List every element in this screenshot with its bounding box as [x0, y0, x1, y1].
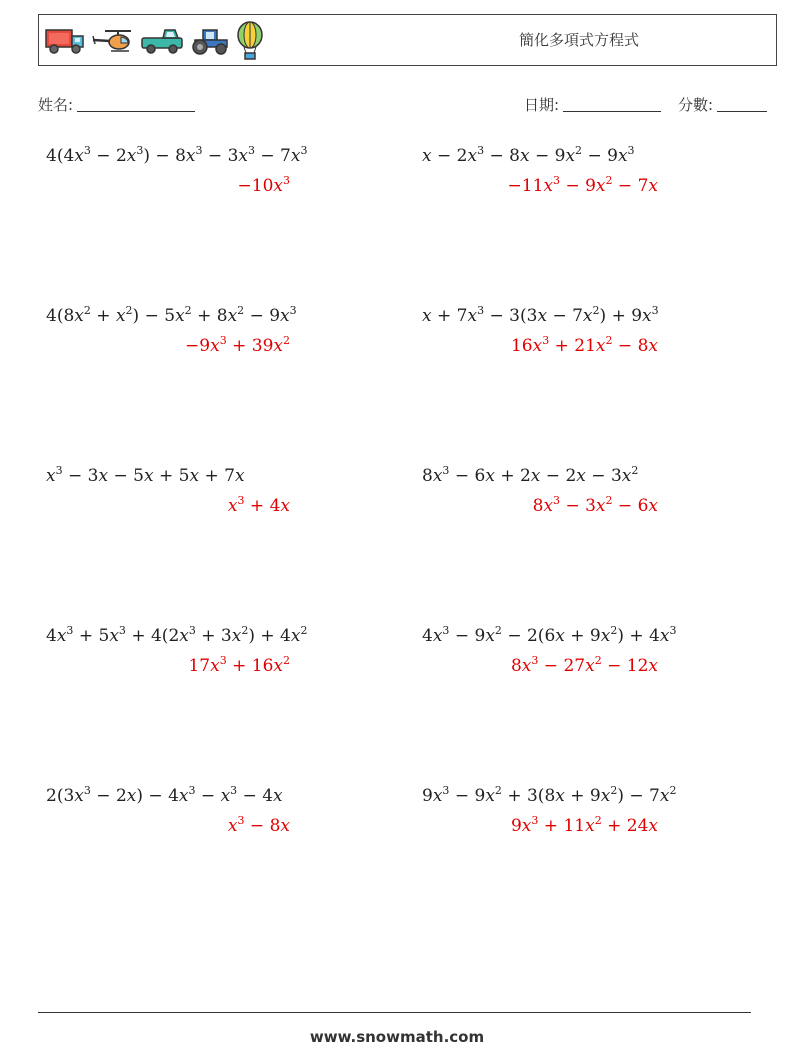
problem-question: $x - 2x^3 - 8x - 9x^2 - 9x^3$: [422, 144, 635, 166]
truck-icon: [45, 27, 85, 55]
score-label: 分數:: [678, 96, 714, 114]
problem-question: $x + 7x^3 - 3(3x - 7x^2) + 9x^3$: [422, 304, 659, 326]
date-field: [524, 94, 661, 115]
problem-answer: $16x^3 + 21x^2 - 8x$: [510, 334, 658, 356]
name-label: 姓名:: [38, 96, 74, 114]
date-blank[interactable]: [563, 97, 661, 112]
problem-answer: $-9x^3 + 39x^2$: [185, 334, 290, 356]
problem-question: $8x^3 - 6x + 2x - 2x - 3x^2$: [422, 464, 639, 486]
score-field: [678, 94, 767, 115]
worksheet-title: 簡化多項式方程式: [519, 31, 640, 49]
problem-question: $4x^3 - 9x^2 - 2(6x + 9x^2) + 4x^3$: [422, 624, 677, 646]
problem-question: $4(8x^2 + x^2) - 5x^2 + 8x^2 - 9x^3$: [46, 304, 297, 326]
tractor-icon: [189, 27, 229, 55]
problem-answer: $8x^3 - 3x^2 - 6x$: [532, 494, 658, 516]
score-blank[interactable]: [717, 97, 767, 112]
problem-question: $9x^3 - 9x^2 + 3(8x + 9x^2) - 7x^2$: [422, 784, 677, 806]
date-label: 日期:: [524, 96, 560, 114]
problem-answer: $x^3 + 4x$: [227, 494, 290, 516]
problem-answer: $9x^3 + 11x^2 + 24x$: [510, 814, 658, 836]
name-blank[interactable]: [77, 97, 195, 112]
problem-question: $x^3 - 3x - 5x + 5x + 7x$: [46, 464, 245, 486]
problem-answer: $8x^3 - 27x^2 - 12x$: [510, 654, 658, 676]
name-field: [38, 94, 195, 115]
header-icons: [45, 21, 265, 61]
helicopter-icon: [91, 27, 135, 55]
problem-question: $4(4x^3 - 2x^3) - 8x^3 - 3x^3 - 7x^3$: [46, 144, 308, 166]
hot-air-balloon-icon: [235, 21, 265, 61]
worksheet-header: [38, 14, 777, 66]
footer-divider: [38, 1012, 751, 1013]
problem-answer: $17x^3 + 16x^2$: [188, 654, 290, 676]
problem-answer: $x^3 - 8x$: [227, 814, 290, 836]
problem-answer: $-10x^3$: [237, 174, 290, 196]
problem-question: $4x^3 + 5x^3 + 4(2x^3 + 3x^2) + 4x^2$: [46, 624, 308, 646]
problem-question: $2(3x^3 - 2x) - 4x^3 - x^3 - 4x$: [46, 784, 283, 806]
problem-answer: $-11x^3 - 9x^2 - 7x$: [507, 174, 658, 196]
footer-url: www.snowmath.com: [309, 1028, 485, 1046]
pickup-truck-icon: [141, 27, 183, 55]
